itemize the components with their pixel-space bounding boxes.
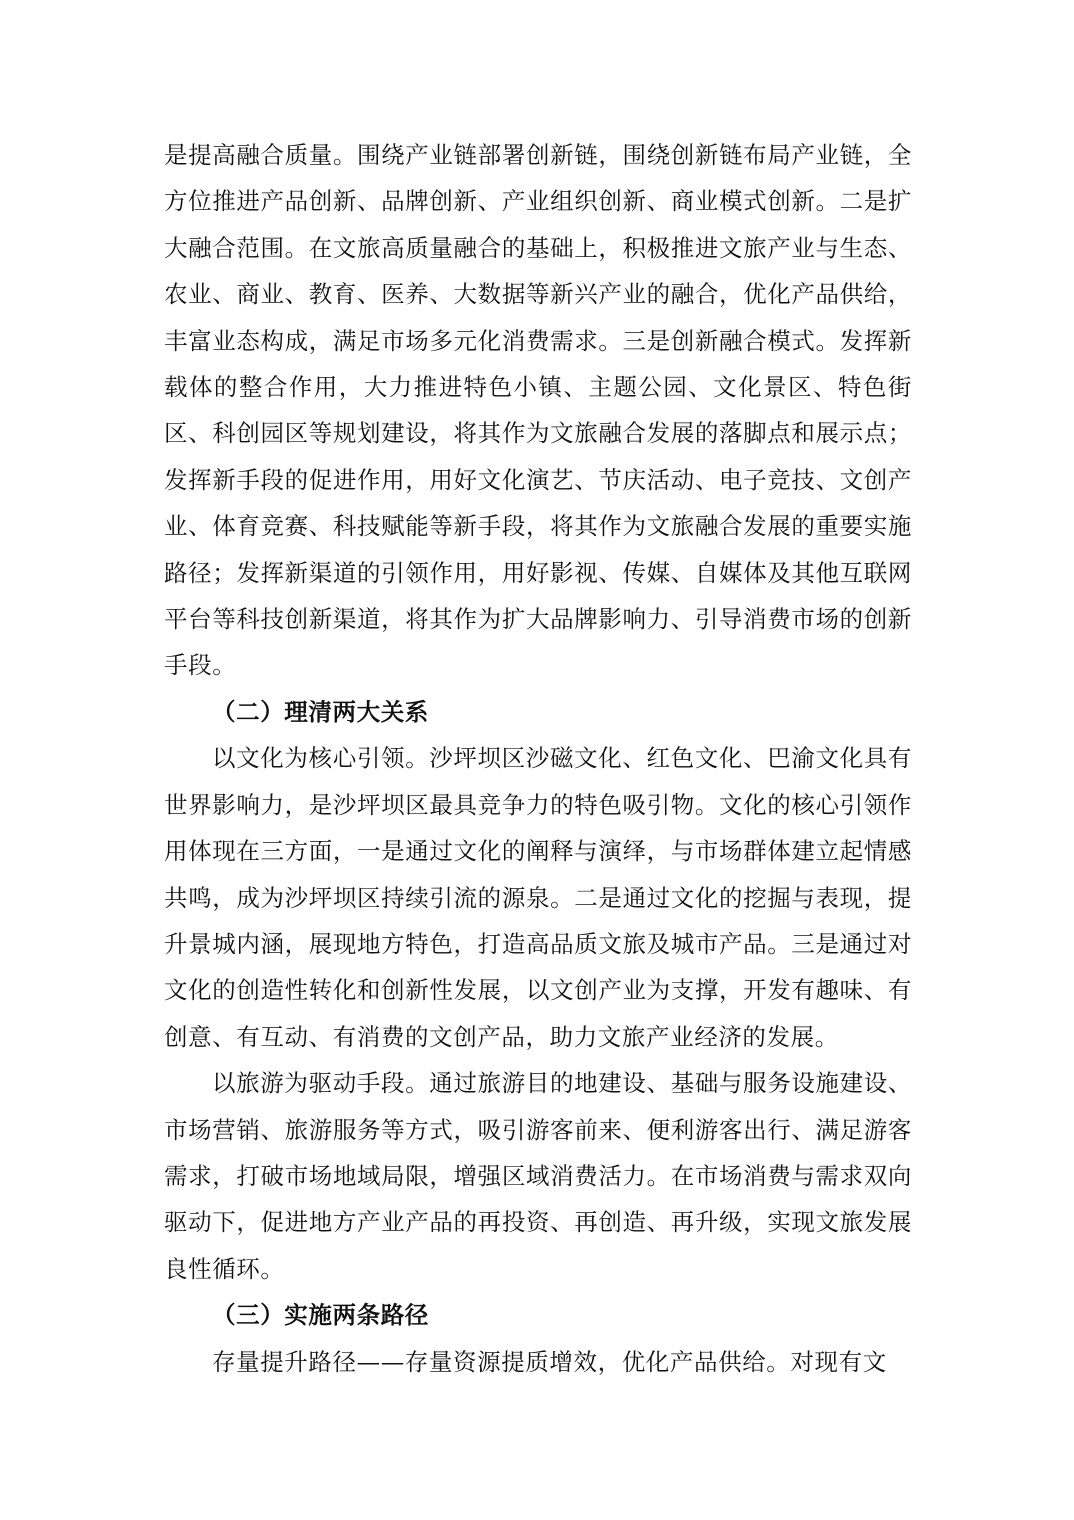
body-paragraph-fusion-models: 是提高融合质量。围绕产业链部署创新链，围绕创新链布局产业链，全方位推进产品创新、品牌创新、产业组织创新、商业模式创新。二是扩大融合范围。在文旅高质量融合的基础上，积极推进文旅产业与生态、农业、商业、教育、医养、大数据等新兴产业的融合，优化产品供给，丰富业态构成，满足市场多元化消费需求。三是创新融合模式。发挥新载体的整合作用，大力推进特色小镇、主题公园、文化景区、特色街区、科创园区等规划建设，将其作为文旅融合发展的落脚点和展示点；发挥新手段的促进作用，用好文化演艺、节庆活动、电子竞技、文创产业、体育竞赛、科技赋能等新手段，将其作为文旅融合发展的重要实施路径；发挥新渠道的引领作用，用好影视、传媒、自媒体及其他互联网平台等科技创新渠道，将其作为扩大品牌影响力、引导消费市场的创新手段。 <box>164 141 912 680</box>
body-paragraph-culture-core: 以文化为核心引领。沙坪坝区沙磁文化、红色文化、巴渝文化具有世界影响力，是沙坪坝区最具竞争力的特色吸引物。文化的核心引领作用体现在三方面，一是通过文化的阐释与演绎，与市场群体建立起情感共鸣，成为沙坪坝区持续引流的源泉。二是通过文化的挖掘与表现，提升景城内涵，展现地方特色，打造高品质文旅及城市产品。三是通过对文化的创造性转化和创新性发展，以文创产业为支撑，开发有趣味、有创意、有互动、有消费的文创产品，助力文旅产业经济的发展。 <box>164 744 912 1051</box>
document-page <box>164 132 912 1432</box>
section-heading-two-paths: （三）实施两条路径 <box>212 1301 429 1330</box>
section-heading-two-relationships: （二）理清两大关系 <box>212 697 429 726</box>
body-paragraph-stock-upgrade: 存量提升路径——存量资源提质增效，优化产品供给。对现有文 <box>212 1347 887 1376</box>
body-paragraph-tourism-driver: 以旅游为驱动手段。通过旅游目的地建设、基础与服务设施建设、市场营销、旅游服务等方式，吸引游客前来、便利游客出行、满足游客需求，打破市场地域局限，增强区域消费活力。在市场消费与需求双向驱动下，促进地方产业产品的再投资、再创造、再升级，实现文旅发展良性循环。 <box>164 1069 912 1283</box>
